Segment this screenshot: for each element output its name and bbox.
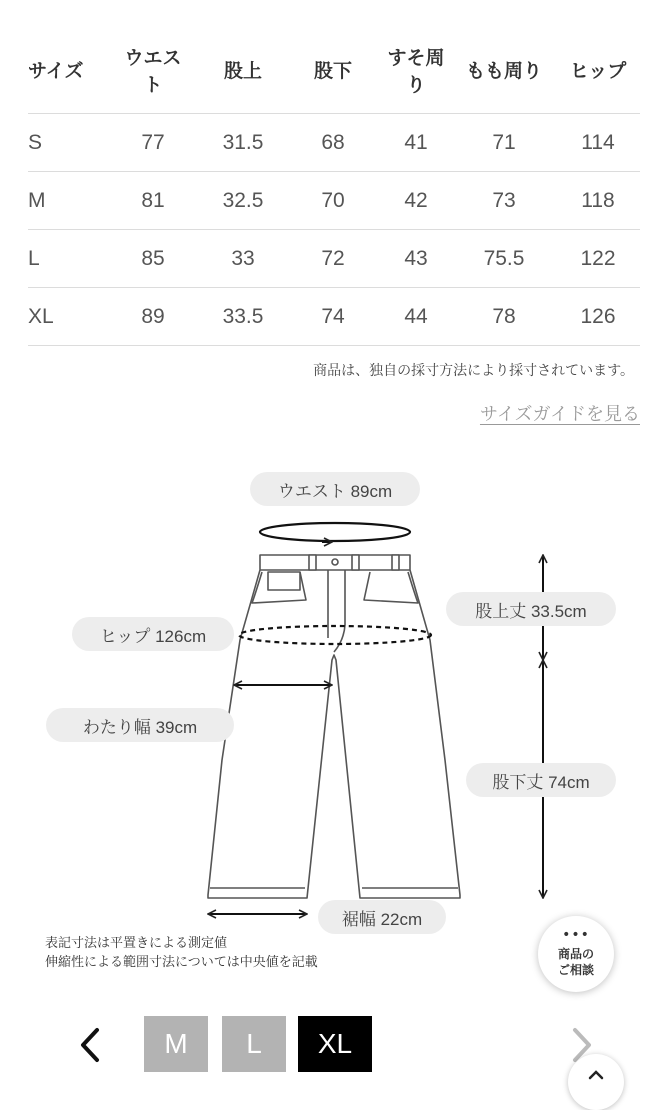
cell-hip: 114 xyxy=(581,130,615,154)
disclaimer xyxy=(45,934,318,972)
cell-hem: 43 xyxy=(404,246,428,270)
header-size: サイズ xyxy=(28,60,84,82)
size-option-m[interactable]: M xyxy=(144,1016,208,1072)
hem-label: 裾幅 22cm xyxy=(318,900,446,934)
cell-rise: 33 xyxy=(231,246,255,270)
header-inseam: 股下 xyxy=(313,60,352,82)
prev-size-button[interactable] xyxy=(70,1020,110,1070)
header-waist: ウエスト xyxy=(124,46,182,96)
cell-size: S xyxy=(28,130,43,154)
header-hip: ヒップ xyxy=(569,60,627,82)
cell-hem: 41 xyxy=(404,130,428,154)
cell-size: L xyxy=(28,246,40,270)
cell-inseam: 72 xyxy=(321,246,345,270)
cell-inseam: 70 xyxy=(321,188,345,212)
pants-outline xyxy=(208,555,460,898)
cell-size: M xyxy=(28,188,46,212)
cell-rise: 33.5 xyxy=(222,304,264,328)
table-row xyxy=(28,114,640,172)
chevron-left-icon xyxy=(78,1027,102,1063)
cell-hip: 122 xyxy=(580,246,616,270)
waist-label: ウエスト 89cm xyxy=(250,472,420,506)
size-option-xl[interactable]: XL xyxy=(298,1016,372,1072)
size-option-l[interactable]: L xyxy=(222,1016,286,1072)
cell-waist: 89 xyxy=(141,304,165,328)
cell-thigh: 78 xyxy=(492,304,516,328)
scroll-top-button[interactable] xyxy=(568,1054,624,1110)
measurement-diagram xyxy=(0,460,670,960)
cell-waist: 77 xyxy=(141,130,165,154)
header-thigh: もも周り xyxy=(465,60,542,82)
waist-marker xyxy=(260,523,410,541)
cell-inseam: 74 xyxy=(321,304,345,328)
header-hem: すそ周り xyxy=(387,46,445,96)
cell-rise: 32.5 xyxy=(222,188,264,212)
size-table xyxy=(28,30,640,346)
consult-label-1: 商品の xyxy=(557,947,594,961)
disclaimer-line-2: 伸縮性による範囲寸法については中央値を記載 xyxy=(45,955,318,970)
product-consult-button[interactable] xyxy=(538,916,614,992)
cell-hem: 42 xyxy=(404,188,428,212)
table-row xyxy=(28,288,640,346)
size-selector-bar xyxy=(0,1010,670,1080)
cell-thigh: 73 xyxy=(492,188,516,212)
inseam-label: 股下丈 74cm xyxy=(466,763,616,797)
cell-inseam: 68 xyxy=(321,130,345,154)
size-guide-link[interactable]: サイズガイドを見る xyxy=(479,404,640,425)
cell-waist: 81 xyxy=(141,188,165,212)
cell-hip: 126 xyxy=(580,304,616,328)
hip-label: ヒップ 126cm xyxy=(72,617,234,651)
measurement-note: 商品は、独自の採寸方法により採寸されています。 xyxy=(313,363,634,379)
disclaimer-line-1: 表記寸法は平置きによる測定値 xyxy=(45,936,228,951)
cell-size: XL xyxy=(28,304,54,328)
thigh-label: わたり幅 39cm xyxy=(46,708,234,742)
cell-hip: 118 xyxy=(581,188,615,212)
cell-thigh: 75.5 xyxy=(483,246,525,270)
table-row xyxy=(28,230,640,288)
rise-label: 股上丈 33.5cm xyxy=(446,592,616,626)
table-header xyxy=(28,30,640,114)
more-dots-icon: ••• xyxy=(562,927,590,943)
consult-label-2: ご相談 xyxy=(557,963,594,977)
header-rise: 股上 xyxy=(223,60,262,82)
cell-hem: 44 xyxy=(404,304,428,328)
table-row xyxy=(28,172,640,230)
cell-waist: 85 xyxy=(141,246,165,270)
cell-rise: 31.5 xyxy=(222,130,264,154)
cell-thigh: 71 xyxy=(492,130,516,154)
